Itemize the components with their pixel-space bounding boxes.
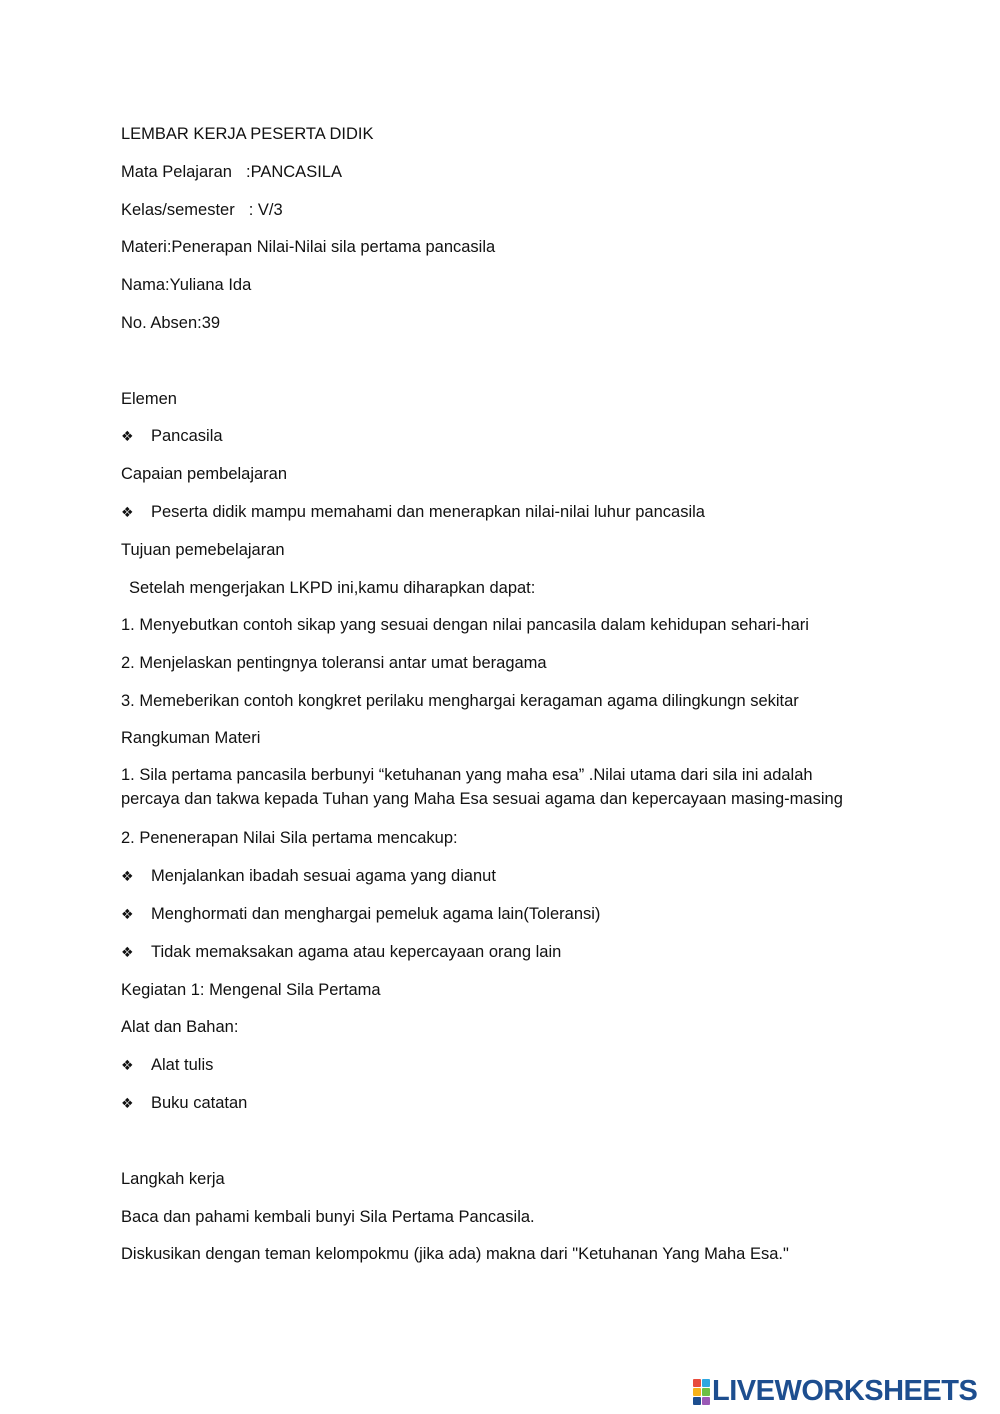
- worksheet-title: LEMBAR KERJA PESERTA DIDIK: [121, 125, 374, 143]
- rangkuman-point-2: 2. Penenerapan Nilai Sila pertama mencakup:: [121, 829, 458, 847]
- bullet-icon: ❖: [121, 1096, 134, 1112]
- rangkuman-point-1: 1. Sila pertama pancasila berbunyi “ketuhanan yang maha esa” .Nilai utama dari sila ini adalah percaya dan takwa kepada Tuhan yang Maha Esa sesuai agama dan kepercayaan masing-masing: [121, 766, 843, 808]
- langkah-heading: Langkah kerja: [121, 1170, 225, 1188]
- rangkuman-item-text: Menjalankan ibadah sesuai agama yang dianut: [151, 867, 496, 885]
- capaian-heading: Capaian pembelajaran: [121, 465, 288, 483]
- class-label: Kelas/semester: [121, 201, 235, 219]
- bullet-icon: ❖: [121, 1058, 134, 1074]
- logo-mark-block: [702, 1388, 710, 1396]
- rangkuman-item-text: Menghormati dan menghargai pemeluk agama lain(Toleransi): [151, 905, 601, 923]
- subject-line: [121, 162, 342, 182]
- liveworksheets-logo-icon: [693, 1379, 709, 1403]
- bullet-icon: ❖: [121, 945, 134, 961]
- tujuan-item-1: 1. Menyebutkan contoh sikap yang sesuai dengan nilai pancasila dalam kehidupan sehari-hari: [121, 616, 809, 634]
- langkah-item-2: Diskusikan dengan teman kelompokmu (jika ada) makna dari "Ketuhanan Yang Maha Esa.": [121, 1245, 789, 1263]
- elemen-item-text: Pancasila: [151, 427, 223, 445]
- class-value: : V/3: [248, 201, 283, 219]
- bullet-icon: ❖: [121, 429, 134, 445]
- logo-mark-block: [693, 1397, 701, 1405]
- materi-line: Materi:Penerapan Nilai-Nilai sila pertama pancasila: [121, 238, 496, 256]
- logo-mark-block: [693, 1379, 701, 1387]
- rangkuman-item-text: Tidak memaksakan agama atau kepercayaan orang lain: [151, 943, 562, 961]
- liveworksheets-logo: [693, 1376, 993, 1406]
- rangkuman-heading: Rangkuman Materi: [121, 729, 261, 747]
- langkah-item-1: Baca dan pahami kembali bunyi Sila Pertama Pancasila.: [121, 1208, 535, 1226]
- alat-item: [121, 1055, 213, 1076]
- elemen-item: [121, 426, 223, 447]
- liveworksheets-logo-text: LIVEWORKSHEETS: [712, 1374, 978, 1407]
- logo-mark-block: [702, 1379, 710, 1387]
- bullet-icon: ❖: [121, 505, 134, 521]
- alat-item: [121, 1093, 247, 1114]
- alat-heading: Alat dan Bahan:: [121, 1018, 239, 1036]
- rangkuman-item: [121, 904, 600, 925]
- alat-item-text: Buku catatan: [151, 1094, 248, 1112]
- kegiatan-heading: Kegiatan 1: Mengenal Sila Pertama: [121, 981, 381, 999]
- tujuan-item-2: 2. Menjelaskan pentingnya toleransi antar umat beragama: [121, 654, 547, 672]
- absen-line: No. Absen:39: [121, 314, 221, 332]
- subject-label: Mata Pelajaran: [121, 163, 232, 181]
- tujuan-item-3: 3. Memeberikan contoh kongkret perilaku menghargai keragaman agama dilingkungn sekitar: [121, 692, 799, 710]
- subject-value: :PANCASILA: [245, 163, 342, 181]
- tujuan-heading: Tujuan pemebelajaran: [121, 541, 285, 559]
- bullet-icon: ❖: [121, 869, 134, 885]
- logo-mark-block: [702, 1397, 710, 1405]
- rangkuman-item: [121, 866, 496, 887]
- bullet-icon: ❖: [121, 907, 134, 923]
- capaian-item: [121, 502, 705, 523]
- alat-item-text: Alat tulis: [151, 1056, 214, 1074]
- class-line: [121, 200, 283, 220]
- tujuan-intro: Setelah mengerjakan LKPD ini,kamu diharapkan dapat:: [129, 579, 536, 597]
- elemen-heading: Elemen: [121, 390, 177, 408]
- logo-mark-block: [693, 1388, 701, 1396]
- rangkuman-item: [121, 942, 561, 963]
- nama-line: Nama:Yuliana Ida: [121, 276, 252, 294]
- capaian-item-text: Peserta didik mampu memahami dan menerapkan nilai-nilai luhur pancasila: [151, 503, 705, 521]
